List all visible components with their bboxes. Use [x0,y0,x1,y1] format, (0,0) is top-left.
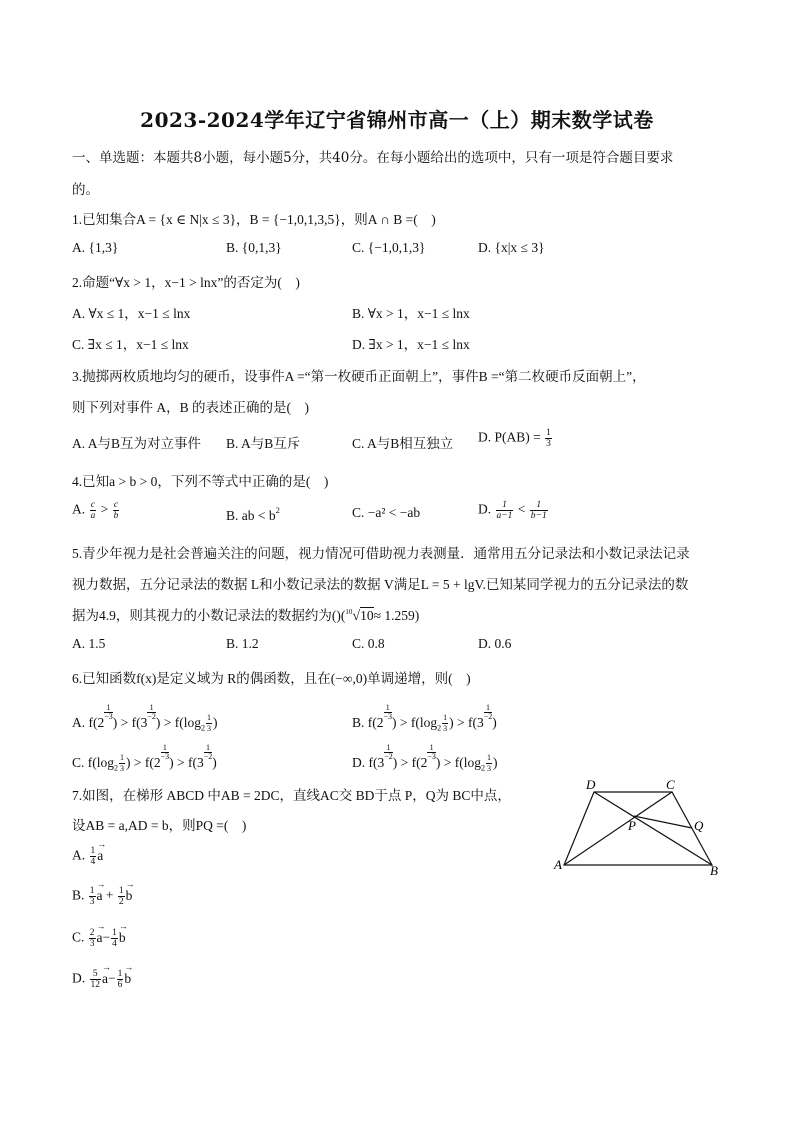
q5-option-c: C. 0.8 [352,636,385,651]
q3-option-d [478,428,553,449]
label-q: Q [694,818,704,833]
q3-stem-2: 则下列对事件 A，B 的表述正确的是( ) [72,400,309,415]
q7-option-c: C. $\frac{2}{3}$ → a− $\frac{1}{4}$ → b [72,928,126,949]
label-b: B [710,863,718,878]
q4-option-b: B. ab < $b^2$ [226,505,280,523]
label-d: D [586,777,596,792]
q3-option-d-prefix: D. P(AB) = [478,429,541,445]
q2-option-d: D. ∃x > 1，x−1 ≤ lnx [352,337,470,352]
q7-option-b: B. $\frac{1}{3}$ → a + $\frac{1}{2}$ → b [72,886,132,907]
q1-stem: 1.已知集合A = {x ∈ N|x ≤ 3}，B = {−1,0,1,3,5}，则A ∩ B =( ) [72,212,436,227]
q3-option-a: A. A与B互为对立事件 [72,436,202,451]
trapezoid-figure [548,776,748,886]
label-p: P [628,818,636,833]
q5-stem-2: 视力数据，五分记录法的数据 L和小数记录法的数据 V满足L = 5 + lgV.已知某同学视力的五分记录法的数 [72,577,689,592]
section-heading-cont: 的。 [72,182,99,198]
q6-option-d: D. f(3 $\frac{1}{-2}$ ) > f(2 $\frac{1}{-3}$ ) > $f(\log_2$ $\frac{1}{3}$ ) [352,743,498,774]
q5-option-a: A. 1.5 [72,636,106,651]
q3-stem-1: 3.抛掷两枚质地均匀的硬币，设事件A =“第一枚硬币正面朝上”，事件B =“第二枚硬币反面朝上”， [72,369,646,384]
q4-option-a: A. $\frac{c}{a}$ > $\frac{c}{b}$ [72,500,119,521]
q7-option-a: A. $\frac{1}{4}$ → a [72,846,103,867]
fraction: $\frac{1}{3}$ [546,428,551,449]
q4-option-c: C. −a² < −ab [352,505,421,520]
label-a: A [554,857,562,872]
q2-stem: 2.命题“∀x > 1，x−1 > lnx”的否定为( ) [72,275,300,290]
q6-option-a: A. f(2 $\frac{1}{-3}$ ) > f(3 $\frac{1}{-2}$ ) > $f(\log_2$ $\frac{1}{3}$ ) [72,703,218,734]
q3-option-c: C. A与B相互独立 [352,436,454,451]
q4-stem: 4.已知a > b > 0，下列不等式中正确的是( ) [72,474,329,489]
section-heading: 一、单选题：本题共8小题，每小题5分，共40分。在每小题给出的选项中，只有一项是符合题目要求 [72,150,674,166]
q4-option-d: D. $\frac{1}{a-1}$ < $\frac{1}{b-1}$ [478,500,547,521]
q6-option-b: B. f(2 $\frac{1}{-3}$ ) > $f(\log_2$ $\frac{1}{3}$ ) > f(3 $\frac{1}{-2}$ ) [352,703,497,734]
q5-option-d: D. 0.6 [478,636,512,651]
q1-option-c: C. {−1,0,1,3} [352,240,426,255]
q6-stem: 6.已知函数f(x)是定义域为 R的偶函数，且在(−∞,0)单调递增，则( ) [72,671,471,686]
q1-option-b: B. {0,1,3} [226,240,282,255]
q7-option-d: D. $\frac{5}{12}$ → a− $\frac{1}{6}$ → b [72,969,131,990]
q2-option-c: C. ∃x ≤ 1，x−1 ≤ lnx [72,337,189,352]
q2-option-a: A. ∀x ≤ 1，x−1 ≤ lnx [72,306,191,321]
q1-option-d: D. {x|x ≤ 3} [478,240,545,255]
q7-stem-2: 设AB = a,AD = b，则PQ =( ) [72,818,247,833]
fraction: $\frac{1}{b-1}$ [530,500,547,521]
q7-stem-1: 7.如图，在梯形 ABCD 中AB = 2DC，直线AC交 BD于点 P，Q为 BC中点， [72,788,511,803]
trapezoid-outline [564,792,712,865]
diagonal-ac [564,792,672,865]
q2-option-b: B. ∀x > 1，x−1 ≤ lnx [352,306,470,321]
page-title: 2023-2024学年辽宁省锦州市高一（上）期末数学试卷 [140,108,654,132]
q1-option-a: A. {1,3} [72,240,119,255]
fraction: $\frac{c}{b}$ [113,500,119,521]
q3-option-b: B. A与B互斥 [226,436,301,451]
q6-option-c: C. $f(\log_2$ $\frac{1}{3}$ ) > f(2 $\frac{1}{-3}$ ) > f(3 $\frac{1}{-2}$ ) [72,743,217,774]
label-c: C [666,777,675,792]
q5-stem-3: 据为4.9，则其视力的小数记录法的数据约为()($^{10}$√10≈ 1.259) [72,608,420,624]
q5-option-b: B. 1.2 [226,636,259,651]
fraction: $\frac{1}{a-1}$ [496,500,513,521]
fraction: $\frac{c}{a}$ [90,500,96,521]
q5-stem-1: 5.青少年视力是社会普遍关注的问题，视力情况可借助视力表测量．通常用五分记录法和小数记录法记录 [72,546,690,561]
